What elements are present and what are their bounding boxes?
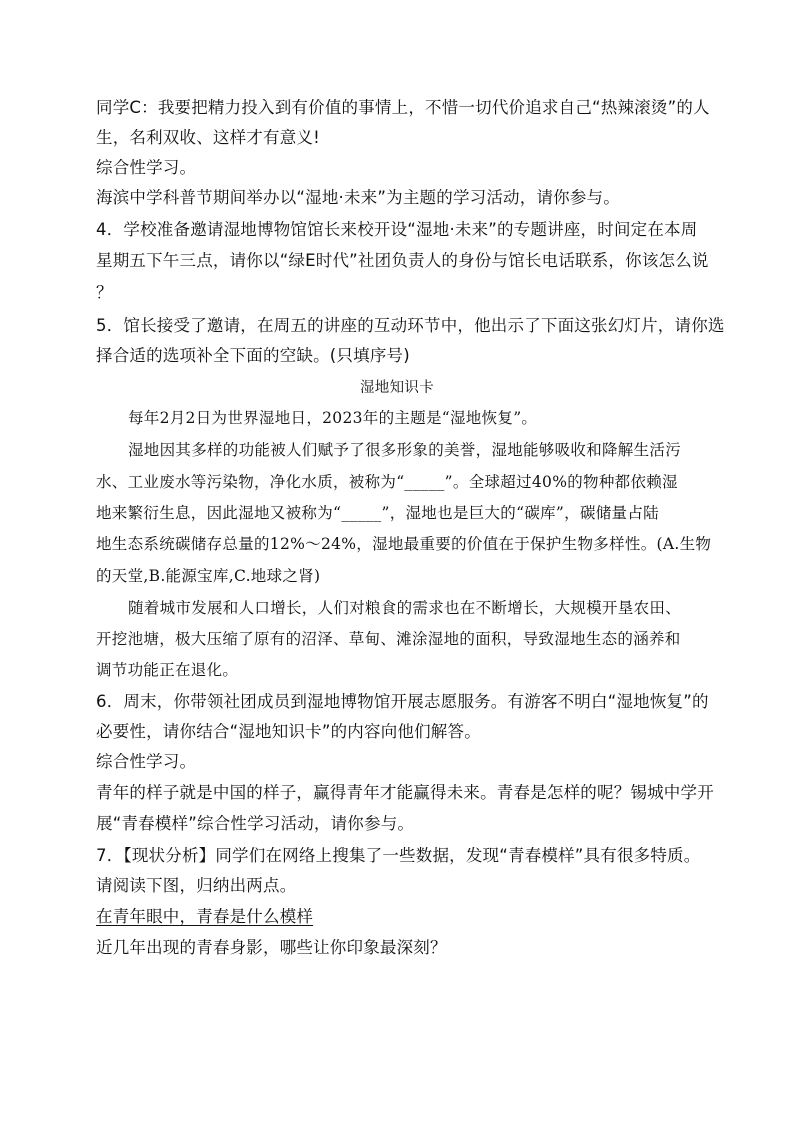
- text-line: 青年的样子就是中国的样子，赢得青年才能赢得未来。青春是怎样的呢？锡城中学开: [96, 783, 714, 802]
- question-7: 7．【现状分析】同学们在网络上搜集了一些数据，发现“青春模样”具有很多特质。: [96, 846, 701, 865]
- card-line: 湿地因其多样的功能被人们赋予了很多形象的美誉，湿地能够吸收和降解生活污: [128, 441, 682, 459]
- card-line: 水、工业废水等污染物，净化水质，被称为“_____”。全球超过40%的物种都依赖湿: [96, 473, 678, 491]
- text-line: 生，名利双收、这样才有意义!: [96, 128, 320, 147]
- question-6: 6．周末，你带领社团成员到湿地博物馆开展志愿服务。有游客不明白“湿地恢复”的: [96, 692, 709, 711]
- underlined-heading: 在青年眼中，青春是什么模样: [96, 907, 314, 926]
- text-line: ？: [96, 283, 113, 302]
- text-line: 近几年出现的青春身影，哪些让你印象最深刻？: [96, 938, 447, 957]
- text-line: 展“青春模样”综合性学习活动，请你参与。: [96, 814, 415, 833]
- card-title: 湿地知识卡: [360, 380, 434, 396]
- text-line: 必要性，请你结合“湿地知识卡”的内容向他们解答。: [96, 722, 481, 741]
- text-line: 同学C：我要把精力投入到有价值的事情上，不惜一切代价追求自己“热辣滚烫”的人: [96, 98, 710, 117]
- card-line: 的天堂,B.能源宝库,C.地球之肾): [96, 567, 321, 585]
- section-heading: 综合性学习。: [96, 158, 197, 177]
- text-line: 海滨中学科普节期间举办以“湿地·未来”为主题的学习活动，请你参与。: [96, 188, 620, 207]
- question-4: 4．学校准备邀请湿地博物馆馆长来校开设“湿地·未来”的专题讲座，时间定在本周: [96, 220, 698, 239]
- card-line: 每年2月2日为世界湿地日，2023年的主题是“湿地恢复”。: [128, 409, 538, 427]
- text-line: 择合适的选项补全下面的空缺。(只填序号): [96, 346, 410, 365]
- question-5: 5．馆长接受了邀请，在周五的讲座的互动环节中，他出示了下面这张幻灯片，请你选: [96, 316, 725, 335]
- card-line: 地生态系统碳储存总量的12%～24%，湿地最重要的价值在于保护生物多样性。(A.生物: [96, 535, 712, 553]
- text-line: 请阅读下图，归纳出两点。: [96, 876, 297, 895]
- card-line: 随着城市发展和人口增长，人们对粮食的需求也在不断增长，大规模开垦农田、: [128, 599, 682, 617]
- card-line: 地来繁衍生息，因此湿地又被称为“_____”，湿地也是巨大的“碳库”，碳储量占陆: [96, 504, 659, 522]
- card-line: 调节功能正在退化。: [96, 661, 239, 679]
- card-line: 开挖池塘，极大压缩了原有的沼泽、草甸、滩涂湿地的面积，导致湿地生态的涵养和: [96, 630, 681, 648]
- text-line: 星期五下午三点，请你以“绿E时代”社团负责人的身份与馆长电话联系，你该怎么说: [96, 251, 709, 270]
- section-heading: 综合性学习。: [96, 752, 197, 771]
